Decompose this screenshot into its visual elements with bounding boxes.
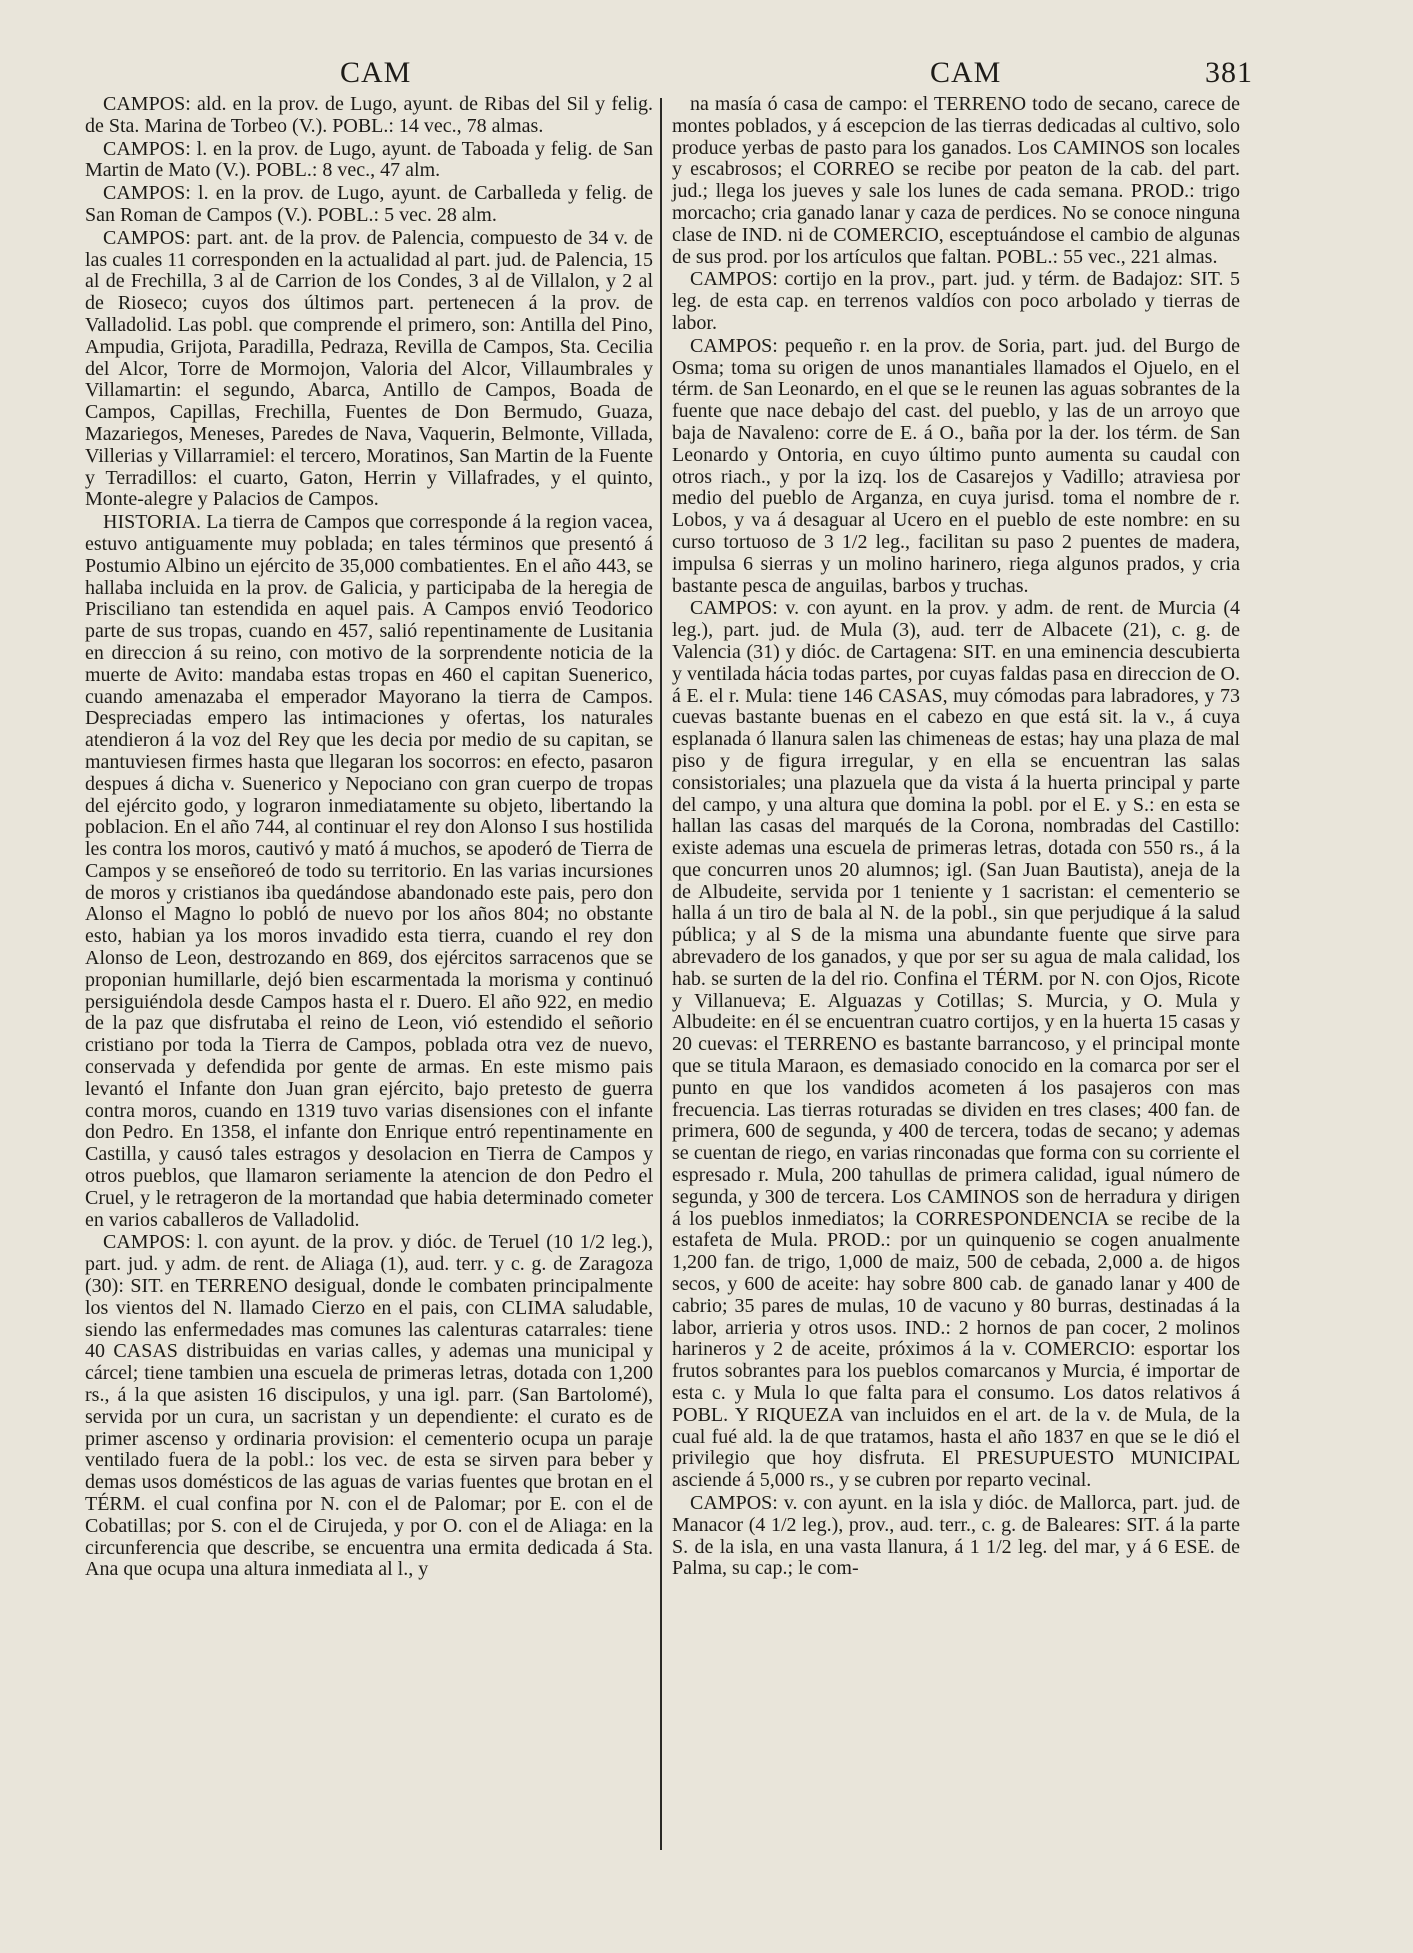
- entry-paragraph: CAMPOS: v. con ayunt. en la prov. y adm. de rent. de Murcia (4 leg.), part. jud. de Mula (3), aud. terr de Albacete (21), c. g. de Valencia (31) y dióc. de Cartagena: SIT. en una eminencia descubierta y ventilada hácia todas partes, por cuyas faldas pasa en direccion de O. á E. el r. Mula: tiene 146 CASAS, muy cómodas para labradores, y 73 cuevas bastante buenas en el cabezo en que está sit. la v., á cuya esplanada ó llanura salen las chimeneas de estas; hay una plaza de mal piso y de figura irregular, y en ella se encuentran las salas consistoriales; una plazuela que da vista á la huerta principal y parte del campo, y una altura que domina la pobl. por el E. y S.: en esta se hallan las casas del marqués de la Corona, nombradas del Castillo: existe ademas una escuela de primeras letras, dotada con 550 rs., á la que concurren unos 20 alumnos; igl. (San Juan Bautista), aneja de la de Albudeite, servida por 1 teniente y 1 sacristan: el cementerio se halla á un tiro de bala al N. de la pobl., sin que perjudique á la salud pública; y al S de la misma una abundante fuente que sirve para abrevadero de los ganados, y que por ser su agua de mala calidad, los hab. se surten de la del rio. Confina el TÉRM. por N. con Ojos, Ricote y Villanueva; E. Alguazas y Cotillas; S. Murcia, y O. Mula y Albudeite: en él se encuentran cuatro cortijos, y en la huerta 15 casas y 20 cuevas: el TERRENO es bastante barrancoso, y el principal monte que se titula Maraon, es demasiado conocido en la comarca por ser el punto en que los vandidos acometen á los pasajeros con mas frecuencia. Las tierras roturadas se dividen en tres clases; 400 fan. de primera, 600 de segunda, y 400 de tercera, todas de secano; y ademas se cuentan de riego, en varias rinconadas que forma con su corriente el espresado r. Mula, 200 tahullas de primera calidad, igual número de segunda, y 300 de tercera. Los CAMINOS son de herradura y dirigen á los pueblos inmediatos; la CORRESPONDENCIA se recibe de la estafeta de Mula. PROD.: por un quinquenio se cogen anualmente 1,200 fan. de trigo, 1,000 de maiz, 500 de cebada, 2,000 a. de higos secos, y 600 de aceite: hay sobre 800 cab. de ganado lanar y 400 de cabrio; 35 pares de mulas, 10 de vacuno y 80 burras, destinadas á la labor, arrieria y otros usos. IND.: 2 hornos de pan cocer, 2 molinos harineros y 2 de aceite, próximos á la v. COMERCIO: esportar los frutos sobrantes para los pueblos comarcanos y Murcia, é importar de esta c. y Mula lo que falta para el consumo. Los datos relativos á POBL. Y RIQUEZA van incluidos en el art. de la v. de Mula, de la cual fué ald. la de que tratamos, hasta el año 1837 en que se le dió el privilegio que hoy disfruta. El PRESUPUESTO MUNICIPAL asciende á 5,000 rs., y se cubren por reparto vecinal.: [672, 597, 1240, 1492]
- entry-paragraph: CAMPOS: l. en la prov. de Lugo, ayunt. de Carballeda y felig. de San Roman de Campos (V.). POBL.: 5 vec. 28 alm.: [85, 182, 653, 226]
- column-divider: [660, 98, 662, 1850]
- entry-paragraph: na masía ó casa de campo: el TERRENO todo de secano, carece de montes poblados, y á escepcion de las tierras dedicadas al cultivo, solo produce yerbas de pasto para los ganados. Los CAMINOS son locales y escabrosos; el CORREO se recibe por peaton de la cab. del part. jud.; llega los jueves y sale los lunes de cada semana. PROD.: trigo morcacho; cria ganado lanar y caza de perdices. No se conoce ninguna clase de IND. ni de COMERCIO, esceptuándose el cambio de algunas de sus prod. por los artículos que faltan. POBL.: 55 vec., 221 almas.: [672, 93, 1240, 268]
- entry-paragraph: CAMPOS: part. ant. de la prov. de Palencia, compuesto de 34 v. de las cuales 11 corresponden en la actualidad al part. jud. de Palencia, 15 al de Frechilla, 3 al de Carrion de los Condes, 3 al de Villalon, y 2 al de Rioseco; cuyos dos últimos part. pertenecen á la prov. de Valladolid. Las pobl. que comprende el primero, son: Antilla del Pino, Ampudia, Grijota, Paradilla, Pedraza, Revilla de Campos, Sta. Cecilia del Alcor, Torre de Mormojon, Valoria del Alcor, Villaumbrales y Villamartin: el segundo, Abarca, Antillo de Campos, Boada de Campos, Capillas, Frechilla, Fuentes de Don Bermudo, Guaza, Mazariegos, Meneses, Paredes de Nava, Vaquerin, Belmonte, Villada, Villerias y Villarramiel: el tercero, Moratinos, San Martin de la Fuente y Terradillos: el cuarto, Gaton, Herrin y Villafrades, y el quinto, Monte-alegre y Palacios de Campos.: [85, 226, 653, 511]
- entry-paragraph: CAMPOS: l. con ayunt. de la prov. y dióc. de Teruel (10 1/2 leg.), part. jud. y adm. de rent. de Aliaga (1), aud. terr. y c. g. de Zaragoza (30): SIT. en TERRENO desigual, donde le combaten principalmente los vientos del N. llamado Cierzo en el pais, con CLIMA saludable, siendo las enfermedades mas comunes las calenturas catarrales: tiene 40 CASAS distribuidas en varias calles, y ademas una municipal y cárcel; tiene tambien una escuela de primeras letras, dotada con 1,200 rs., á la que asisten 16 discipulos, y una igl. parr. (San Bartolomé), servida por un cura, un sacristan y un dependiente: el curato es de primer ascenso y ordinaria provision: el cementerio ocupa un paraje ventilado fuera de la pobl.: los vec. de esta se sirven para beber y demas usos domésticos de las aguas de varias fuentes que brotan en el TÉRM. el cual confina por N. con el de Palomar; por E. con el de Cobatillas; por S. con el de Cirujeda, y por O. con el de Aliaga: en la circunferencia que describe, se encuentra una ermita dedicada á Sta. Ana que ocupa una altura inmediata al l., y: [85, 1231, 653, 1581]
- left-running-head: CAM: [340, 56, 412, 89]
- entry-paragraph: HISTORIA. La tierra de Campos que corresponde á la region vacea, estuvo antiguamente muy poblada; en tales términos que presentó á Postumio Albino un ejército de 35,000 combatientes. En el año 443, se hallaba incluida en la prov. de Galicia, y participaba de la heregia de Prisciliano tan estendida en aquel pais. A Campos envió Teodorico parte de sus tropas, cuando en 457, salió repentinamente de Lusitania en direccion á su reino, con motivo de la sorprendente noticia de la muerte de Avito: mandaba estas tropas en 460 el capitan Suenerico, cuando amenazaba el emperador Mayorano la tierra de Campos. Despreciadas empero las intimaciones y ofertas, los naturales atendieron á la voz del Rey que les decia por medio de su capitan, se mantuviesen firmes hasta que llegaran los socorros: en efecto, pasaron despues á dicha v. Suenerico y Nepociano con gran cuerpo de tropas del ejército godo, y lograron inmediatamente su objeto, libertando la poblacion. En el año 744, al continuar el rey don Alonso I sus hostilida les contra los moros, cautivó y mató á muchos, se apoderó de Tierra de Campos y se enseñoreó de todo su territorio. En las varias incursiones de moros y cristianos iba quedándose abandonado este pais, pero don Alonso el Magno lo pobló de nuevo por los años 804; no obstante esto, habian ya los moros invadido esta tierra, cuando el rey don Alonso de Leon, destrozando en 869, dos ejércitos sarracenos que se proponian humillarle, dejó bien escarmentada la morisma y continuó persiguiéndola desde Campos hasta el r. Duero. El año 922, en medio de la paz que disfrutaba el reino de Leon, vió estendido el señorio cristiano por toda la Tierra de Campos, poblada otra vez de nuevo, conservada y defendida por gente de armas. En este mismo pais levantó el Infante don Juan gran ejército, bajo pretesto de guerra contra moros, cuando en 1319 tuvo varias disensiones con el infante don Pedro. En 1358, el infante don Enrique entró repentinamente en Castilla, y causó tales estragos y desolacion en Tierra de Campos y otros pueblos, que llamaron seriamente la atencion de don Pedro el Cruel, y le retrageron de la mortandad que habia determinado cometer en varios caballeros de Valladolid.: [85, 511, 653, 1231]
- entry-paragraph: CAMPOS: cortijo en la prov., part. jud. y térm. de Badajoz: SIT. 5 leg. de esta cap. en terrenos valdíos con poco arbolado y tierras de labor.: [672, 268, 1240, 334]
- right-running-head: CAM: [930, 56, 1002, 89]
- left-column: [85, 94, 653, 1582]
- entry-paragraph: CAMPOS: ald. en la prov. de Lugo, ayunt. de Ribas del Sil y felig. de Sta. Marina de Torbeo (V.). POBL.: 14 vec., 78 almas.: [85, 93, 653, 137]
- entry-paragraph: CAMPOS: v. con ayunt. en la isla y dióc. de Mallorca, part. jud. de Manacor (4 1/2 leg.), prov., aud. terr., c. g. de Baleares: SIT. á la parte S. de la isla, en una vasta llanura, á 1 1/2 leg. del mar, y á 6 ESE. de Palma, su cap.; le com-: [672, 1492, 1240, 1580]
- entry-paragraph: CAMPOS: l. en la prov. de Lugo, ayunt. de Taboada y felig. de San Martin de Mato (V.). POBL.: 8 vec., 47 alm.: [85, 137, 653, 182]
- running-header: [0, 56, 1413, 96]
- right-column: [672, 94, 1240, 1581]
- entry-paragraph: CAMPOS: pequeño r. en la prov. de Soria, part. jud. del Burgo de Osma; toma su origen de unos manantiales llamados el Ojuelo, en el térm. de San Leonardo, en el que se le reunen las aguas sobrantes de la fuente que nace debajo del cast. del pueblo, y las de un arroyo que baja de Navaleno: corre de E. á O., baña por la der. los térm. de San Leonardo y Ontoria, en cuyo último punto aumenta su caudal con otros riach., y por la izq. los de Casarejos y Vadillo; atraviesa por medio del pueblo de Arganza, en cuya jurisd. toma el nombre de r. Lobos, y va á desaguar al Ucero en el pueblo de este nombre: en su curso tortuoso de 3 1/2 leg., facilitan su paso 2 puentes de madera, impulsa 6 sierras y un molino harinero, riega algunos prados, y cria bastante pesca de anguilas, barbos y truchas.: [672, 334, 1240, 597]
- page-number: 381: [1205, 56, 1253, 89]
